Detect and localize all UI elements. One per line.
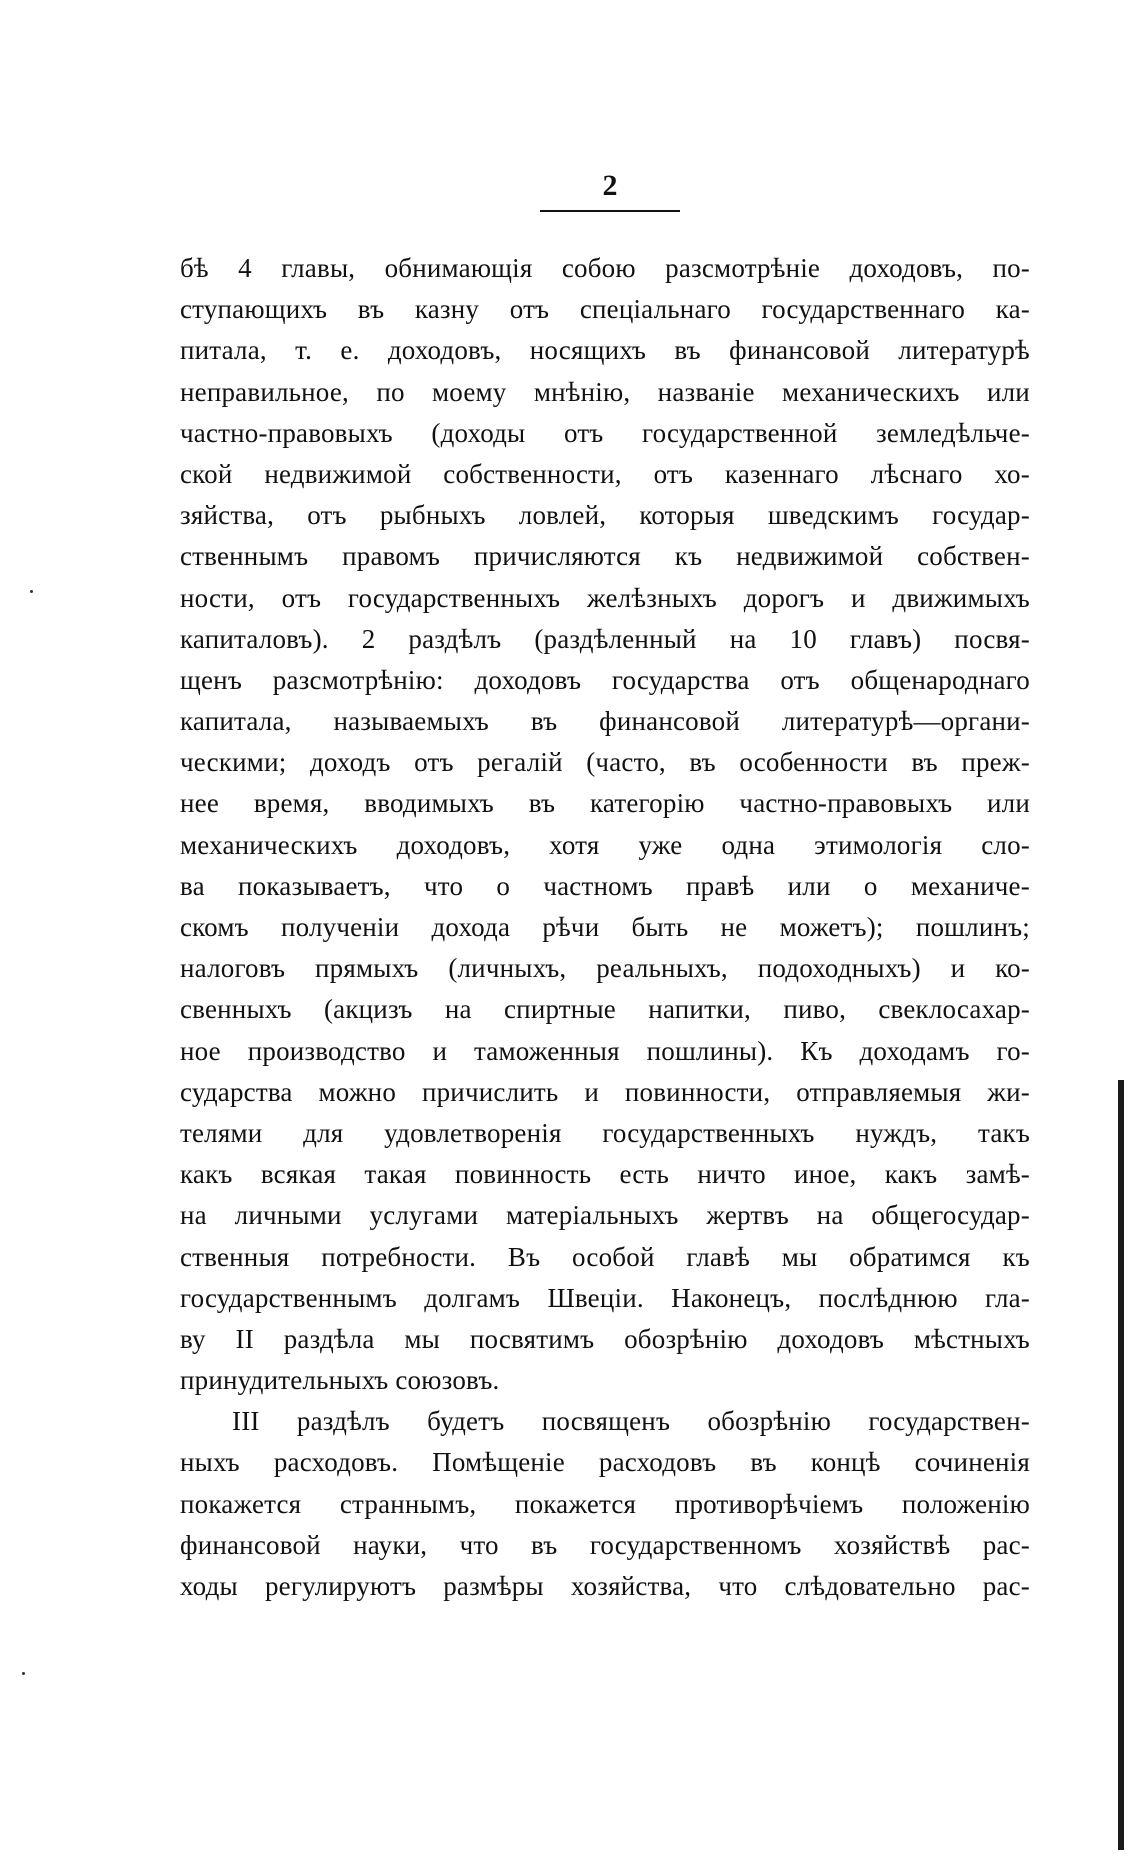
text-line: телями для удовлетворенія государственныхъ нуждъ, такъ <box>180 1117 1030 1148</box>
text-line: принудительныхъ союзовъ. <box>180 1365 500 1396</box>
text-line: финансовой науки, что въ государственномъ хозяйствѣ рас- <box>180 1529 1030 1560</box>
text-line: какъ всякая такая повинность есть ничто иное, какъ замѣ- <box>180 1159 1030 1190</box>
text-line: щенъ разсмотрѣнію: доходовъ государства отъ общенароднаго <box>180 664 1030 695</box>
page-number-rule <box>540 210 680 212</box>
text-line: питала, т. е. доходовъ, носящихъ въ финансовой литературѣ <box>180 335 1030 366</box>
text-line: капиталовъ). 2 раздѣлъ (раздѣленный на 10 главъ) посвя- <box>180 623 1030 654</box>
text-line: капитала, называемыхъ въ финансовой литературѣ—органи- <box>180 706 1030 737</box>
page-edge-shadow <box>1118 1080 1124 1850</box>
text-line: скомъ полученіи дохода рѣчи быть не можетъ); пошлинъ; <box>180 912 1030 942</box>
text-line: ственныя потребности. Въ особой главѣ мы обратимся къ <box>180 1241 1030 1272</box>
text-line: бѣ 4 главы, обнимающія собою разсмотрѣніе доходовъ, по- <box>180 253 1030 283</box>
text-line: ности, отъ государственныхъ желѣзныхъ дорогъ и движимыхъ <box>180 582 1030 613</box>
page-number: 2 <box>602 169 618 202</box>
text-line: покажется страннымъ, покажется противорѣчіемъ положенію <box>180 1488 1030 1519</box>
text-line: ву II раздѣла мы посвятимъ обозрѣнію доходовъ мѣстныхъ <box>180 1323 1030 1354</box>
paragraph <box>180 248 1030 1401</box>
text-line: механическихъ доходовъ, хотя уже одна этимологія сло- <box>180 829 1030 860</box>
text-line: ственнымъ правомъ причисляются къ недвижимой собствен- <box>180 541 1030 572</box>
text-line: зяйства, отъ рыбныхъ ловлей, которыя шведскимъ государ- <box>180 500 1030 531</box>
speck <box>30 590 33 593</box>
text-line: ное производство и таможенныя пошлины). Къ доходамъ го- <box>180 1035 1030 1066</box>
text-line: сударства можно причислить и повинности, отправляемыя жи- <box>180 1076 1030 1107</box>
body-text <box>180 248 1030 1607</box>
text-line: ской недвижимой собственности, отъ казеннаго лѣснаго хо- <box>180 458 1030 489</box>
text-line: государственнымъ долгамъ Швеціи. Наконецъ, послѣднюю гла- <box>180 1282 1030 1313</box>
text-line: ческими; доходъ отъ регалій (часто, въ особенности въ преж- <box>180 747 1030 778</box>
text-line: ходы регулируютъ размѣры хозяйства, что слѣдовательно рас- <box>180 1571 1030 1601</box>
text-line: свенныхъ (акцизъ на спиртные напитки, пиво, свеклосахар- <box>180 994 1030 1025</box>
text-line: III раздѣлъ будетъ посвященъ обозрѣнію государствен- <box>232 1406 1030 1437</box>
text-line: ступающихъ въ казну отъ спеціальнаго государственнаго ка- <box>180 294 1030 325</box>
text-line: частно-правовыхъ (доходы отъ государственной земледѣльче- <box>180 417 1030 448</box>
text-line: налоговъ прямыхъ (личныхъ, реальныхъ, подоходныхъ) и ко- <box>180 953 1030 984</box>
speck <box>22 1672 25 1675</box>
paragraph <box>180 1401 1030 1607</box>
text-line: нее время, вводимыхъ въ категорію частно-правовыхъ или <box>180 788 1030 819</box>
text-line: на личными услугами матеріальныхъ жертвъ на общегосудар- <box>180 1200 1030 1231</box>
text-line: ныхъ расходовъ. Помѣщеніе расходовъ въ концѣ сочиненія <box>180 1447 1030 1478</box>
text-line: неправильное, по моему мнѣнію, названіе механическихъ или <box>180 376 1030 407</box>
text-line: ва показываетъ, что о частномъ правѣ или о механиче- <box>180 870 1030 901</box>
